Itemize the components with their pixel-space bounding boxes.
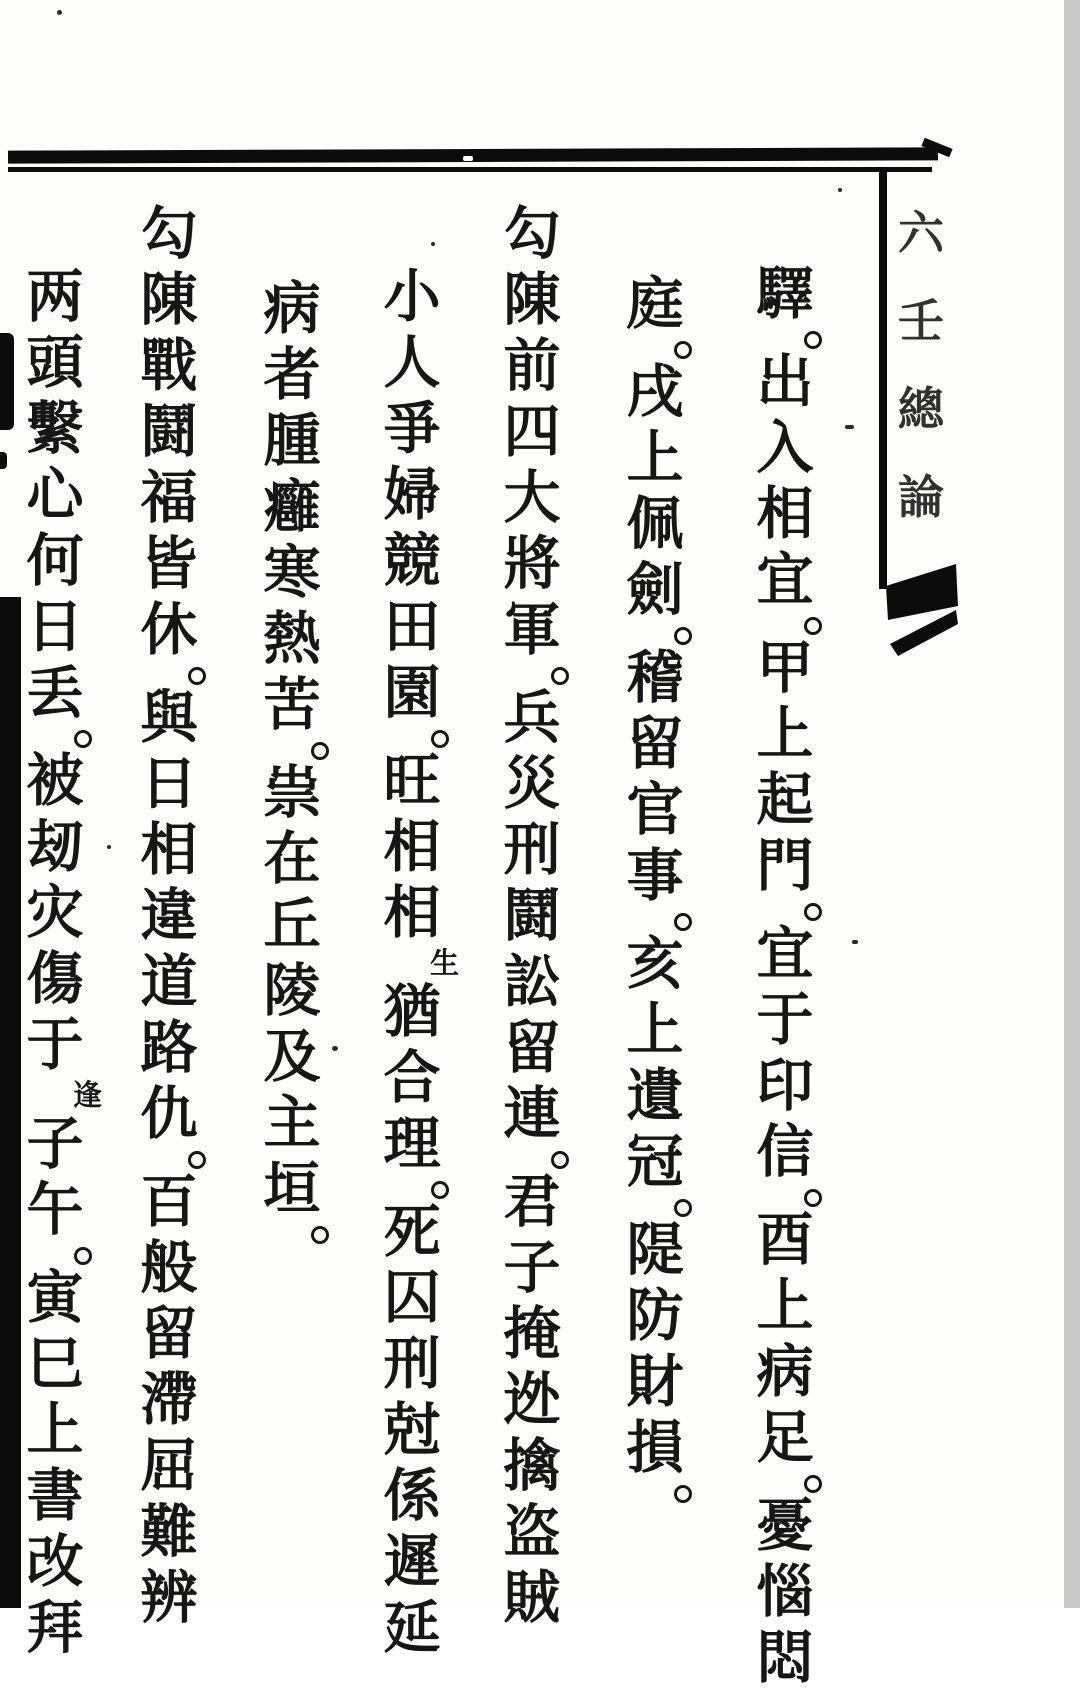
glyph: 相 [756,481,814,547]
reading-circle-mark [188,1151,206,1169]
glyph: 辨 [140,1565,198,1631]
glyph: 起 [756,767,814,833]
glyph: 滯 [140,1367,198,1433]
glyph: 競 [383,528,441,594]
glyph: 者 [263,342,321,408]
glyph: 災 [503,751,561,817]
reading-circle-mark [674,1199,692,1217]
glyph: 前 [503,333,561,399]
reading-circle-mark [804,331,822,349]
glyph: 君 [503,1169,561,1235]
glyph: 違 [140,883,198,949]
glyph: 屈 [140,1433,198,1499]
reading-circle-mark [674,1485,692,1503]
frame-rule-top-thin [8,167,932,172]
glyph: 訟 [503,949,561,1015]
text-column-2 [610,273,700,1505]
glyph: 連 [503,1081,561,1147]
glyph: 出 [756,349,814,415]
text-column-1 [740,263,830,1693]
glyph: 病 [263,276,321,342]
margin-title-column [898,204,946,556]
glyph: 難 [140,1499,198,1565]
glyph: 勾 [503,201,561,267]
glyph: 鬪 [140,399,198,465]
glyph: 亥 [626,931,684,997]
glyph: 百 [140,1169,198,1235]
glyph: 與 [140,685,198,751]
dust-speck [107,845,111,849]
glyph: 相 [383,880,441,946]
glyph: 被 [26,748,84,814]
glyph: 及 [263,1024,321,1090]
glyph: 人 [383,330,441,396]
dust-speck [852,940,858,944]
glyph: 陳 [503,267,561,333]
glyph: 寅 [26,1265,84,1331]
glyph: 防 [626,1283,684,1349]
glyph: 旺 [383,748,441,814]
glyph: 大 [503,465,561,531]
glyph: 損 [626,1415,684,1481]
glyph: 子 [503,1235,561,1301]
glyph: 尅 [383,1397,441,1463]
glyph: 腫 [263,408,321,474]
reading-circle-mark [804,903,822,921]
glyph: 留 [626,711,684,777]
glyph: 事 [626,843,684,909]
reading-circle-mark [188,667,206,685]
glyph: 于 [756,987,814,1053]
glyph: 戌 [626,359,684,425]
glyph: 兵 [503,685,561,751]
glyph: 延 [383,1595,441,1661]
dust-speck [838,188,842,192]
reading-circle-mark [804,1475,822,1493]
dust-speck [431,242,435,246]
glyph: 垣 [263,1156,321,1222]
glyph: 皆 [140,531,198,597]
glyph: 福 [140,465,198,531]
glyph: 鬪 [503,883,561,949]
glyph: 何 [26,528,84,594]
glyph: 陵 [263,958,321,1024]
glyph: 頭 [26,330,84,396]
reading-circle-mark [551,667,569,685]
text-column-3 [487,203,577,1633]
glyph: 掩 [503,1301,561,1367]
corner-wedge-mark [882,556,960,668]
reading-circle-mark [674,913,692,931]
glyph: 相 [140,817,198,883]
glyph: 相 [383,814,441,880]
margin-title-glyph: 壬 [898,294,944,348]
glyph: 休 [140,597,198,663]
glyph: 迯 [503,1367,561,1433]
glyph: 心 [26,462,84,528]
glyph: 日 [140,751,198,817]
glyph: 上 [26,1397,84,1463]
glyph: 死 [383,1199,441,1265]
glyph: 巳 [26,1331,84,1397]
reading-circle-mark [551,1151,569,1169]
glyph: 入 [756,415,814,481]
glyph: 遺 [626,1063,684,1129]
glyph: 丢 [26,660,84,726]
glyph: 熱 [263,606,321,672]
glyph: 驛 [756,261,814,327]
glyph: 祟 [263,760,321,826]
scan-edge-bar [0,452,7,469]
reading-circle-mark [674,627,692,645]
text-column-7 [10,266,100,1663]
dust-speck [332,1046,338,1051]
glyph: 灾 [26,880,84,946]
text-column-5 [247,278,337,1246]
glyph: 小 [383,264,441,330]
glyph: 擒 [503,1433,561,1499]
glyph: 劍 [626,557,684,623]
glyph: 上 [756,701,814,767]
glyph: 陳 [140,267,198,333]
glyph: 道 [140,949,198,1015]
glyph: 佩 [626,491,684,557]
glyph: 酉 [756,1207,814,1273]
glyph: 園 [383,660,441,726]
glyph: 足 [756,1405,814,1471]
text-column-6 [124,203,214,1633]
rule-break [463,156,473,161]
glyph: 冠 [626,1129,684,1195]
glyph: 合 [383,1045,441,1111]
frame-rule-top-thick [8,147,938,163]
glyph: 上 [626,997,684,1063]
glyph: 理 [383,1111,441,1177]
glyph: 盗 [503,1499,561,1565]
glyph: 賊 [503,1565,561,1631]
glyph: 子 [26,1111,84,1177]
glyph: 書 [26,1463,84,1529]
glyph: 猶 [383,979,441,1045]
reading-circle-mark [804,1189,822,1207]
scan-edge-strip [1064,0,1080,1608]
glyph: 婦 [383,462,441,528]
glyph: 財 [626,1349,684,1415]
glyph: 改 [26,1529,84,1595]
reading-circle-mark [311,1226,329,1244]
reading-circle-mark [311,742,329,760]
glyph: 般 [140,1235,198,1301]
glyph: 印 [756,1053,814,1119]
reading-circle-mark [74,730,92,748]
glyph: 路 [140,1015,198,1081]
dust-speck [845,425,854,429]
glyph: 憂 [756,1493,814,1559]
glyph: 甲 [756,635,814,701]
glyph: 傷 [26,946,84,1012]
glyph: 爭 [383,396,441,462]
glyph: 在 [263,826,321,892]
glyph: 悶 [756,1625,814,1691]
glyph: 繫 [26,396,84,462]
glyph: 勾 [140,201,198,267]
margin-rule-vertical [879,171,887,589]
glyph: 留 [503,1015,561,1081]
glyph: 刼 [26,814,84,880]
glyph: 寒 [263,540,321,606]
glyph: 于 [26,1012,84,1078]
glyph: 遲 [383,1529,441,1595]
glyph: 信 [756,1119,814,1185]
glyph: 係 [383,1463,441,1529]
glyph: 两 [26,264,84,330]
dust-speck [57,10,62,15]
glyph: 仇 [140,1081,198,1147]
glyph: 主 [263,1090,321,1156]
glyph: 午 [26,1177,84,1243]
glyph: 病 [756,1339,814,1405]
interlinear-small-glyph: 逢 [72,1078,102,1112]
glyph: 上 [626,425,684,491]
glyph: 庭 [626,271,684,337]
glyph: 囚 [383,1265,441,1331]
glyph: 日 [26,594,84,660]
glyph: 軍 [503,597,561,663]
glyph: 隄 [626,1217,684,1283]
glyph: 官 [626,777,684,843]
glyph: 刑 [383,1331,441,1397]
glyph: 田 [383,594,441,660]
glyph: 戰 [140,333,198,399]
reading-circle-mark [431,1181,449,1199]
glyph: 四 [503,399,561,465]
margin-title-glyph: 論 [898,470,944,524]
glyph: 苦 [263,672,321,738]
margin-title-glyph: 總 [898,382,944,436]
glyph: 刑 [503,817,561,883]
text-column-4 [367,266,457,1663]
glyph: 宜 [756,921,814,987]
glyph: 上 [756,1273,814,1339]
glyph: 丘 [263,892,321,958]
reading-circle-mark [431,730,449,748]
reading-circle-mark [674,341,692,359]
glyph: 惱 [756,1559,814,1625]
glyph: 拜 [26,1595,84,1661]
glyph: 門 [756,833,814,899]
glyph: 稽 [626,645,684,711]
glyph: 留 [140,1301,198,1367]
reading-circle-mark [74,1247,92,1265]
glyph: 癰 [263,474,321,540]
margin-title-glyph: 六 [898,206,944,260]
glyph: 宜 [756,547,814,613]
reading-circle-mark [804,617,822,635]
interlinear-small-glyph: 生 [429,946,459,980]
glyph: 將 [503,531,561,597]
